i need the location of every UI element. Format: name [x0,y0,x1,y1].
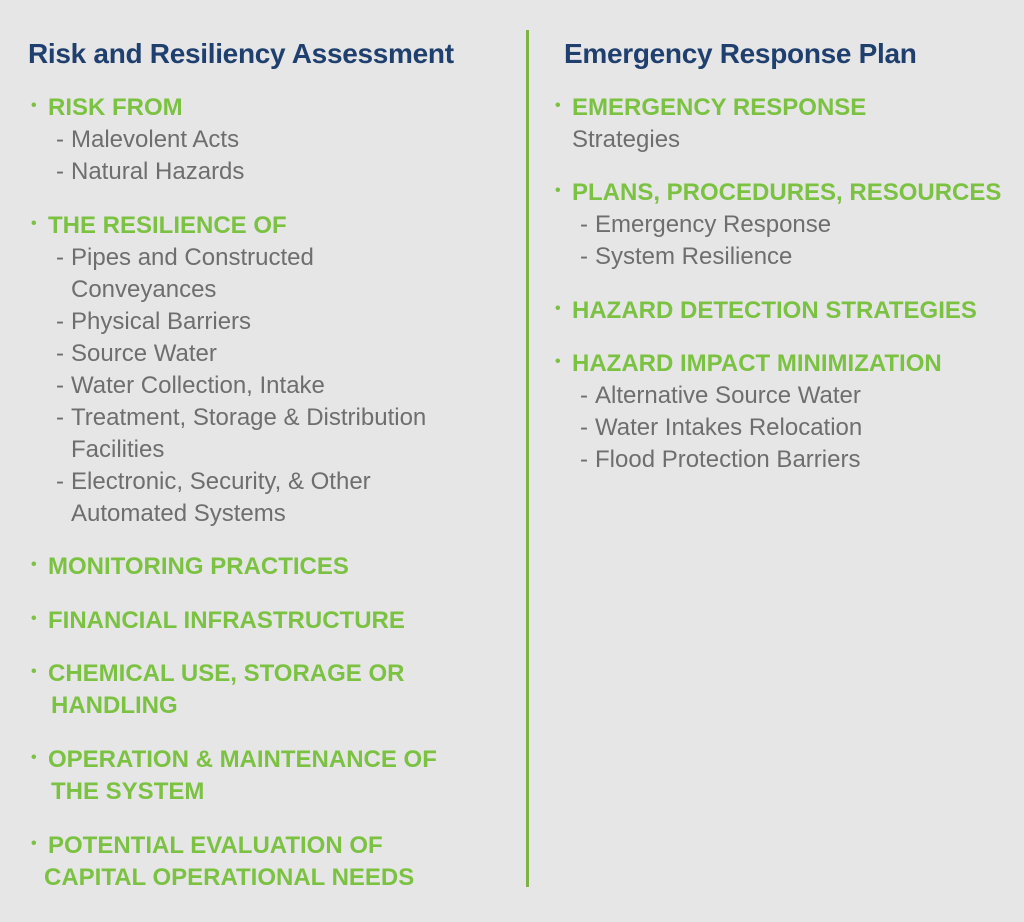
section-title: EMERGENCY RESPONSE [572,94,867,121]
section-title-continuation: THE SYSTEM [51,778,205,805]
section-title: PLANS, PROCEDURES, RESOURCES [572,179,1002,206]
section-plans-procedures [552,177,1001,273]
list-item: - Emergency Response [580,211,832,238]
section-potential-evaluation [28,830,414,894]
list-item-continuation: Automated Systems [71,500,286,527]
list-item: - Natural Hazards [56,158,245,185]
list-item: - Alternative Source Water [580,382,861,409]
list-item: - Water Intakes Relocation [580,414,863,441]
list-item-continuation: Facilities [71,436,165,463]
list-item: - Physical Barriers [56,308,252,335]
section-title-continuation: CAPITAL OPERATIONAL NEEDS [44,864,415,891]
bullet-icon: • [555,300,561,317]
bullet-icon: • [31,610,37,627]
section-hazard-detection [552,295,977,327]
list-item: - Malevolent Acts [56,126,240,153]
section-monitoring-practices [28,551,349,583]
bullet-icon: • [31,749,37,766]
section-title: CHEMICAL USE, STORAGE OR [48,660,405,687]
section-risk-from [28,92,244,188]
list-item: - Treatment, Storage & Distribution [56,404,427,431]
section-title: OPERATION & MAINTENANCE OF [48,746,437,773]
list-item: - Flood Protection Barriers [580,446,861,473]
section-title: HAZARD DETECTION STRATEGIES [572,297,977,324]
section-title: HAZARD IMPACT MINIMIZATION [572,350,942,377]
section-title: POTENTIAL EVALUATION OF [48,832,383,859]
section-operation-maintenance [28,744,437,808]
bullet-icon: • [555,353,561,370]
bullet-icon: • [31,97,37,114]
list-item: - Source Water [56,340,217,367]
list-item: - Pipes and Constructed [56,244,314,271]
bullet-icon: • [31,215,37,232]
bullet-icon: • [31,663,37,680]
section-text: Strategies [572,126,681,153]
bullet-icon: • [555,182,561,199]
list-item: - Electronic, Security, & Other [56,468,371,495]
section-title-continuation: HANDLING [51,692,178,719]
section-chemical-use [28,658,404,722]
bullet-icon: • [31,835,37,852]
emergency-response-heading: Emergency Response Plan [564,38,917,69]
section-financial-infrastructure [28,605,405,637]
risk-resiliency-heading: Risk and Resiliency Assessment [28,38,454,69]
bullet-icon: • [555,97,561,114]
section-title: MONITORING PRACTICES [48,553,349,580]
section-emergency-response [552,92,866,156]
list-item: - Water Collection, Intake [56,372,325,399]
column-divider [526,30,529,887]
bullet-icon: • [31,556,37,573]
list-item-continuation: Conveyances [71,276,217,303]
section-title: RISK FROM [48,94,183,121]
list-item: - System Resilience [580,243,793,270]
section-title: THE RESILIENCE OF [48,212,287,239]
section-hazard-impact [552,348,942,476]
section-resilience-of [28,210,426,530]
section-title: FINANCIAL INFRASTRUCTURE [48,607,405,634]
